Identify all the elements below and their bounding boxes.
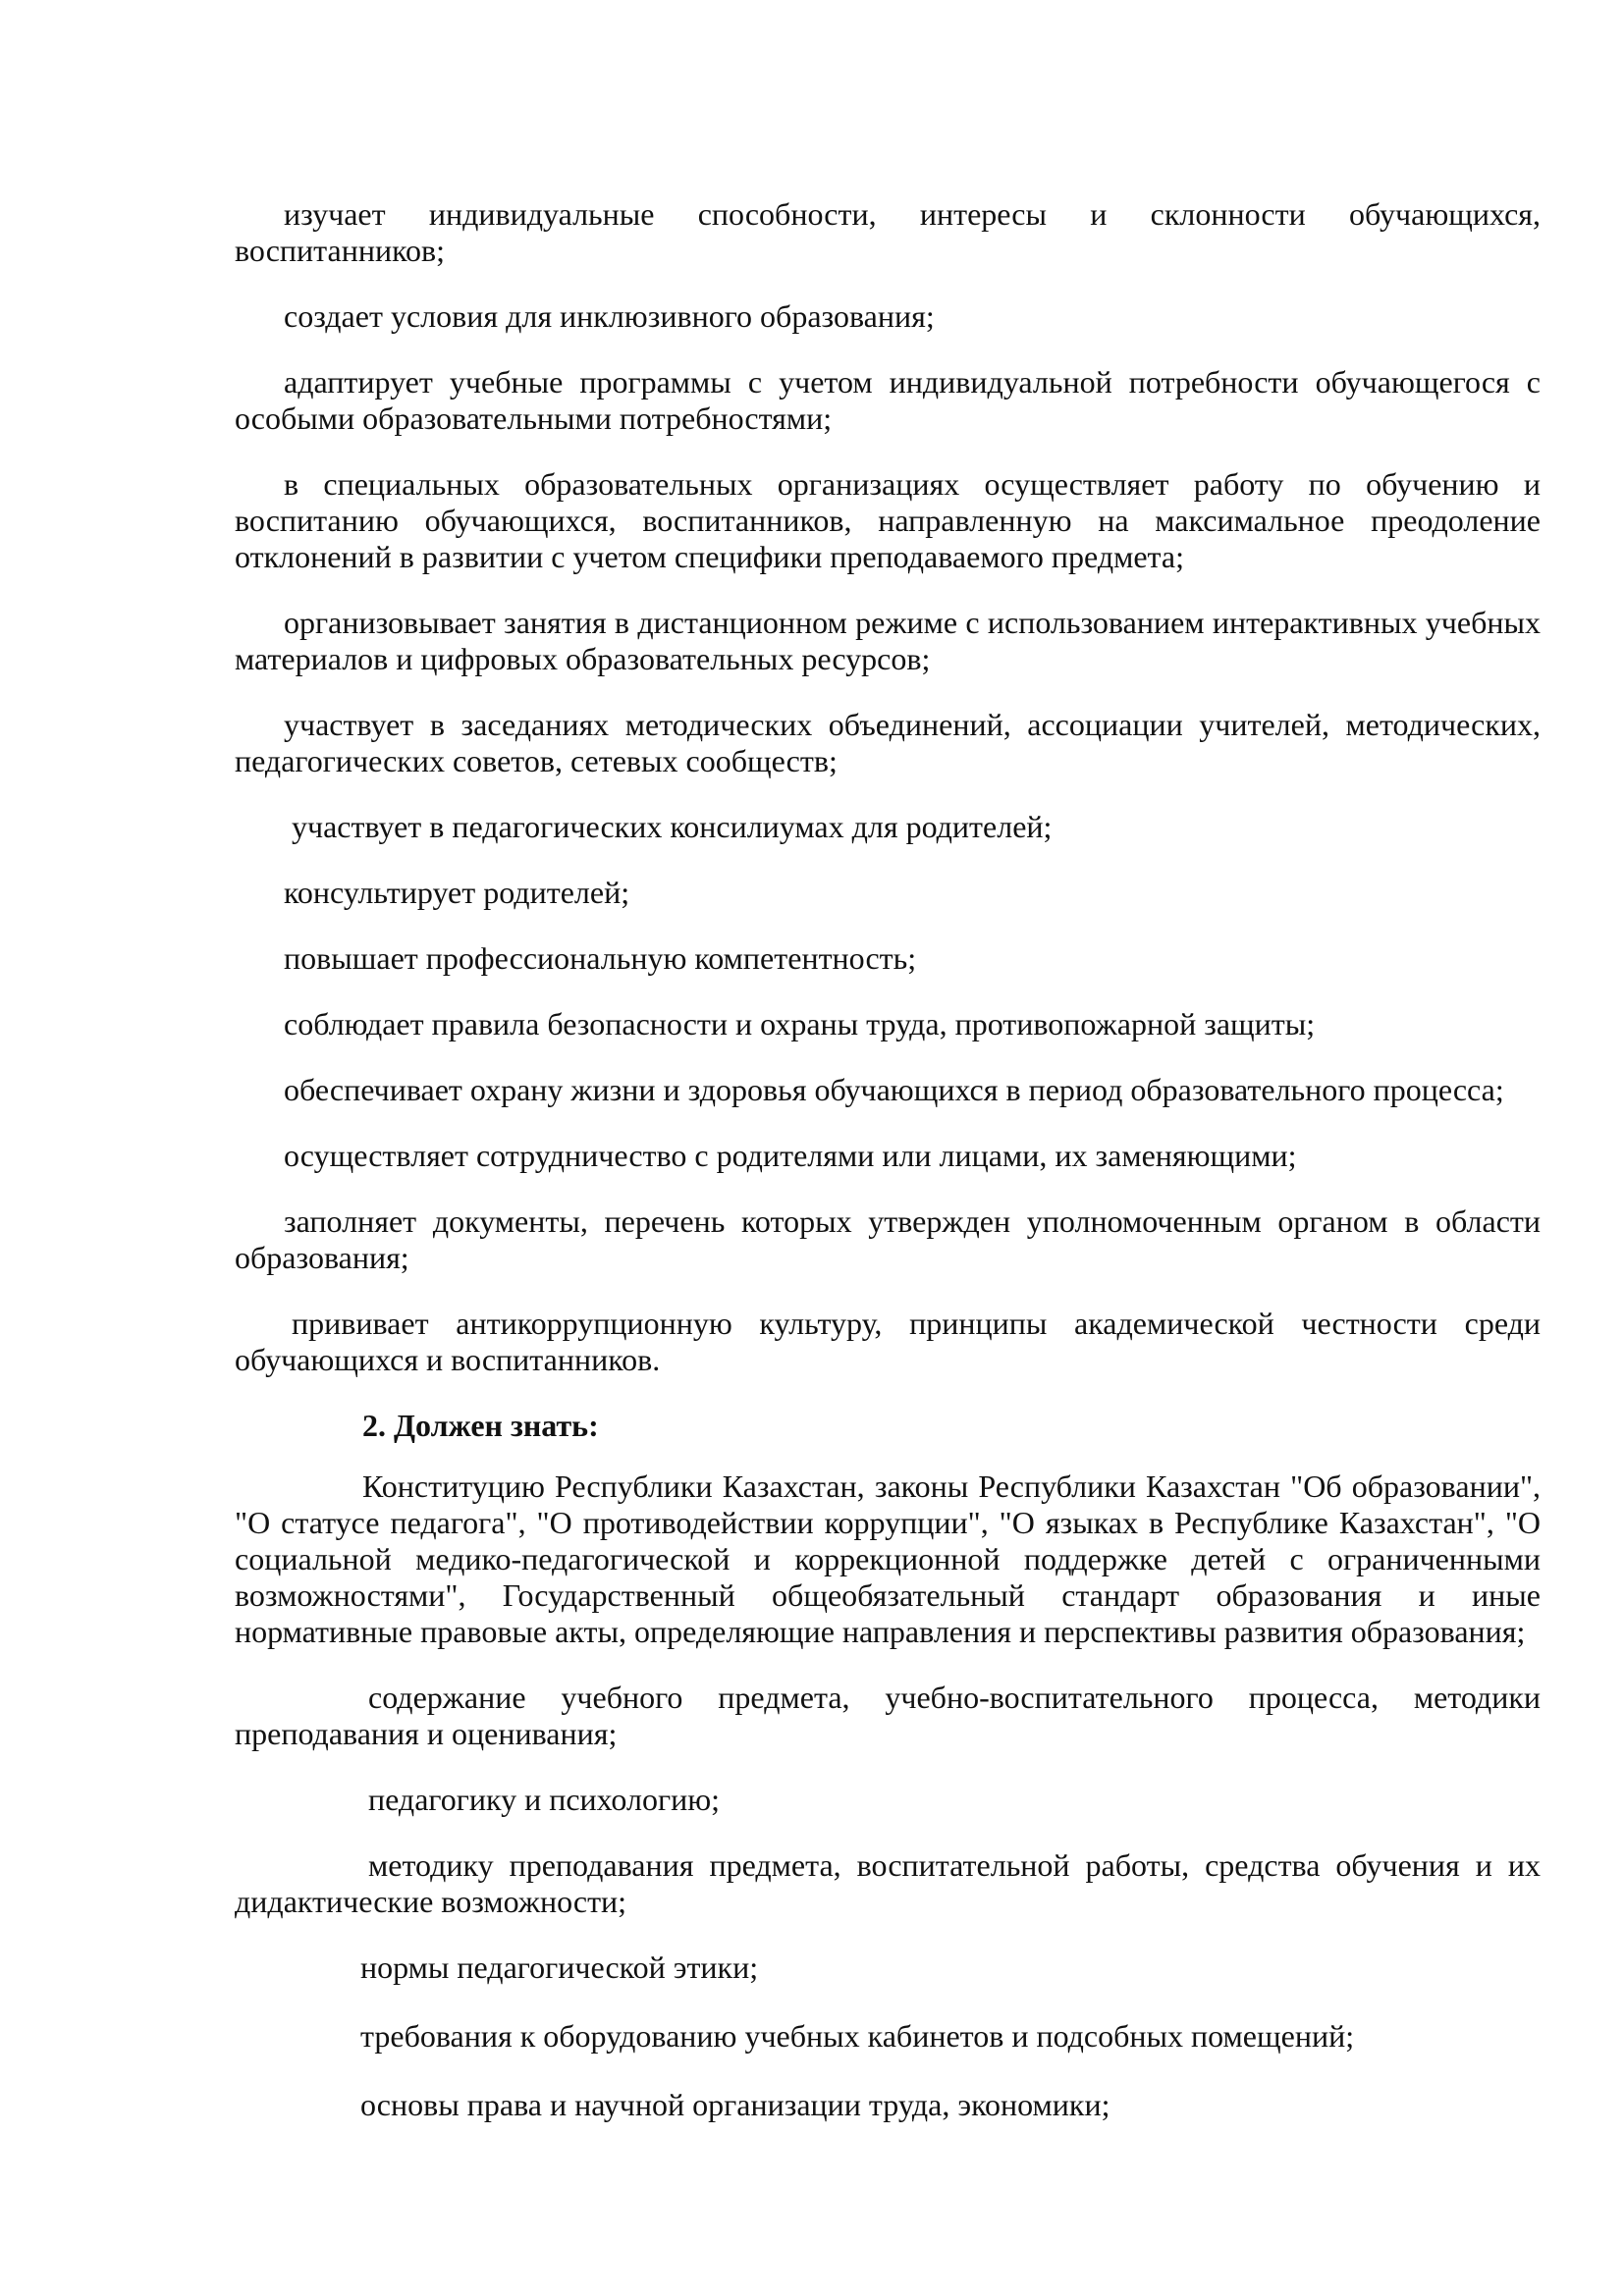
knowledge-paragraph: педагогику и психологию; [368,1782,721,1817]
knowledge-paragraph: нормы педагогической этики; [360,1949,759,1985]
duty-paragraph: прививает антикоррупционную культуру, принципы академической честности среди обучающихся и воспитанников. [235,1306,1541,1377]
duty-paragraph: организовывает занятия в дистанционном режиме с использованием интерактивных учебных материалов и цифровых образовательных ресурсов; [235,605,1541,676]
section-heading: 2. Должен знать: [362,1408,599,1443]
duty-paragraph: соблюдает правила безопасности и охраны труда, противопожарной защиты; [284,1006,1316,1041]
knowledge-paragraph: Конституцию Республики Казахстан, законы Республики Казахстан "Об образовании", "О статусе педагога", "О противодействии коррупции", "О языках в Республике Казахстан", "О социальной медико-педагогической и коррекционной поддержке детей с ограниченными возможностями", Государственный общеобязательный стандарт образования и иные нормативные правовые акты, определяющие направления и перспективы развития образования; [235,1468,1541,1649]
duty-paragraph: изучает индивидуальные способности, интересы и склонности обучающихся, воспитанников; [235,196,1541,268]
knowledge-paragraph: требования к оборудованию учебных кабинетов и подсобных помещений; [360,2018,1355,2054]
duty-paragraph: обеспечивает охрану жизни и здоровья обучающихся в период образовательного процесса; [284,1072,1504,1107]
knowledge-paragraph: методику преподавания предмета, воспитательной работы, средства обучения и их дидактические возможности; [235,1847,1541,1919]
duty-paragraph: осуществляет сотрудничество с родителями или лицами, их заменяющими; [284,1138,1297,1173]
duty-paragraph: консультирует родителей; [284,875,630,910]
duty-paragraph: повышает профессиональную компетентность; [284,940,917,976]
document-body [235,196,1541,2156]
duty-paragraph: создает условия для инклюзивного образования; [284,298,935,334]
duty-paragraph: в специальных образовательных организациях осуществляет работу по обучению и воспитанию обучающихся, воспитанников, направленную на максимальное преодоление отклонений в развитии с учетом специфики преподаваемого предмета; [235,466,1541,574]
duty-paragraph: участвует в заседаниях методических объединений, ассоциации учителей, методических, педагогических советов, сетевых сообществ; [235,707,1541,778]
knowledge-paragraph: основы права и научной организации труда, экономики; [360,2087,1110,2122]
duty-paragraph: адаптирует учебные программы с учетом индивидуальной потребности обучающегося с особыми образовательными потребностями; [235,364,1541,436]
duty-paragraph: заполняет документы, перечень которых утвержден уполномоченным органом в области образования; [235,1203,1541,1275]
knowledge-paragraph: содержание учебного предмета, учебно-воспитательного процесса, методики преподавания и оценивания; [235,1680,1541,1751]
duty-paragraph: участвует в педагогических консилиумах для родителей; [292,809,1053,844]
